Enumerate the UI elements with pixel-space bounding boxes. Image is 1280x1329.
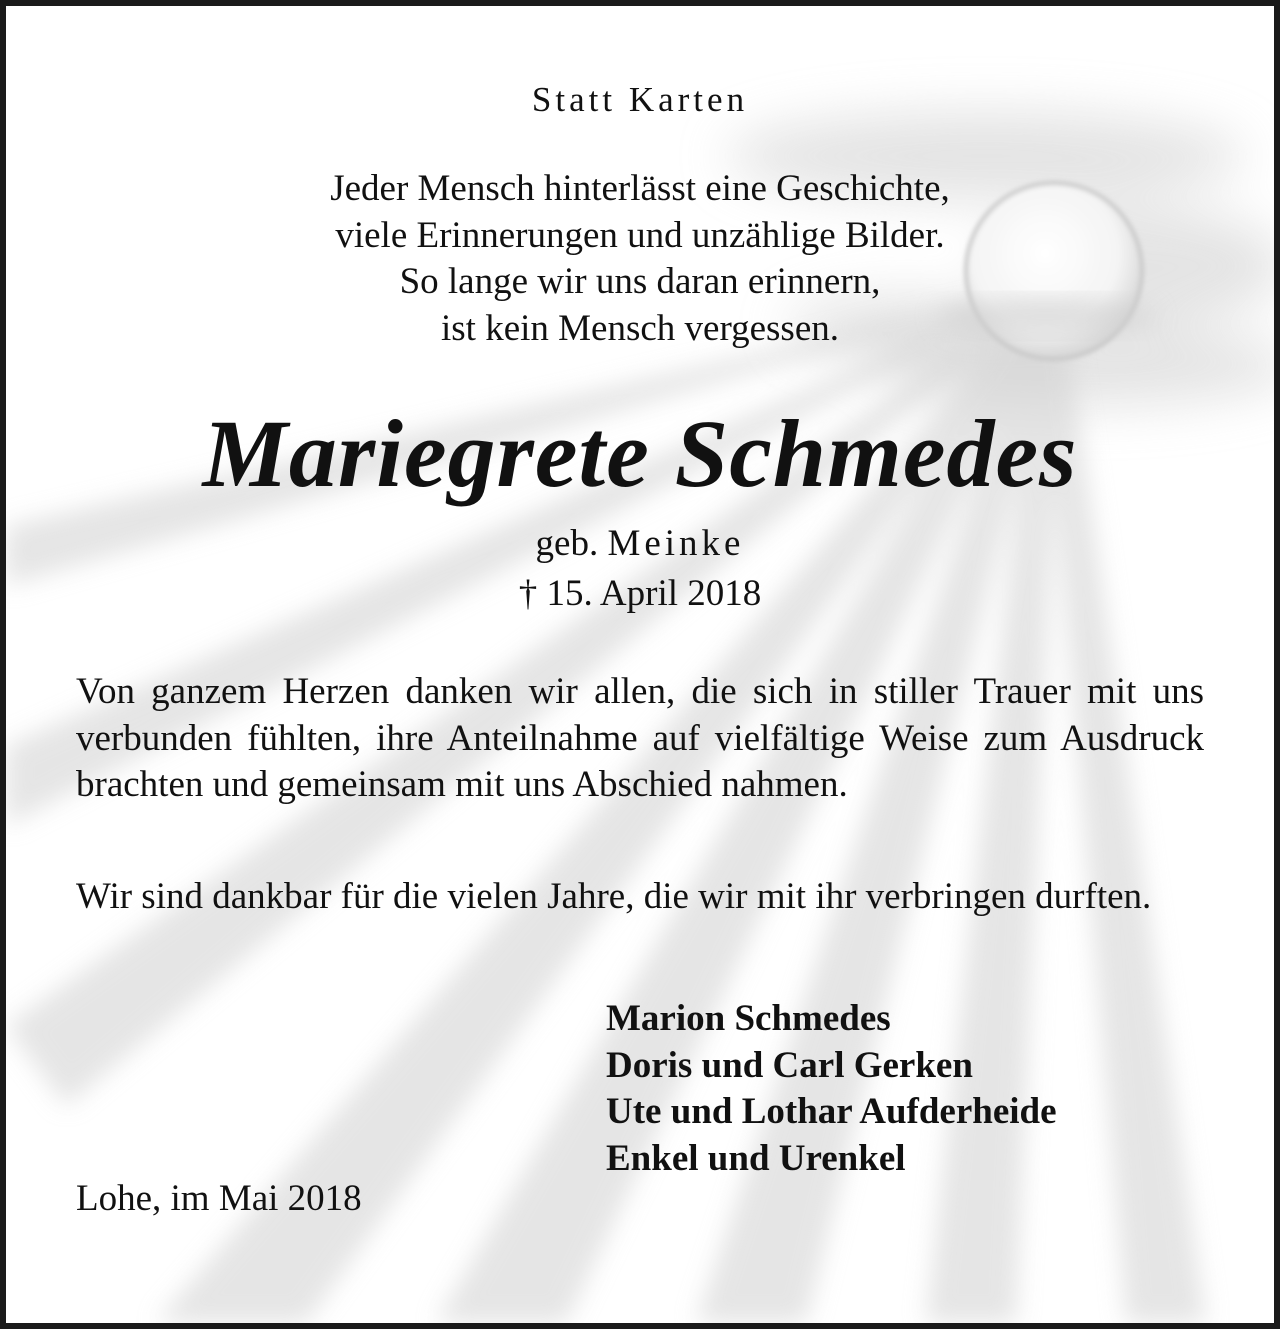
poem-line: So lange wir uns daran erinnern, <box>399 261 881 302</box>
birth-name-value: Meinke <box>607 523 745 564</box>
signer: Enkel und Urenkel <box>606 1137 906 1179</box>
death-date: † 15. April 2018 <box>518 573 762 614</box>
deceased-name: Mariegrete Schmedes <box>202 400 1078 507</box>
notice-header: Statt Karten <box>531 80 749 119</box>
birth-name-prefix: geb. <box>535 523 599 564</box>
thanks-paragraph: Von ganzem Herzen danken wir allen, die sich in stiller Trauer mit uns verbunden fühlten, ihre Anteilnahme auf vielfältige Weise zum Ausdruck brachten und gemeinsam mit uns Abschied nahmen. <box>76 671 1204 805</box>
place-date: Lohe, im Mai 2018 <box>76 1178 362 1219</box>
gratitude-paragraph: Wir sind dankbar für die vielen Jahre, die wir mit ihr verbringen durften. <box>76 876 1152 917</box>
signers-list <box>606 996 1057 1182</box>
poem-line: ist kein Mensch vergessen. <box>440 307 840 349</box>
poem <box>6 166 1274 352</box>
signer: Doris und Carl Gerken <box>606 1044 973 1086</box>
signer: Ute und Lothar Aufderheide <box>606 1091 1057 1132</box>
signer: Marion Schmedes <box>606 998 891 1039</box>
poem-line: viele Erinnerungen und unzählige Bilder. <box>335 214 945 256</box>
notice-content <box>6 6 1274 1323</box>
birth-name <box>6 522 1274 565</box>
poem-line: Jeder Mensch hinterlässt eine Geschichte, <box>330 168 950 209</box>
